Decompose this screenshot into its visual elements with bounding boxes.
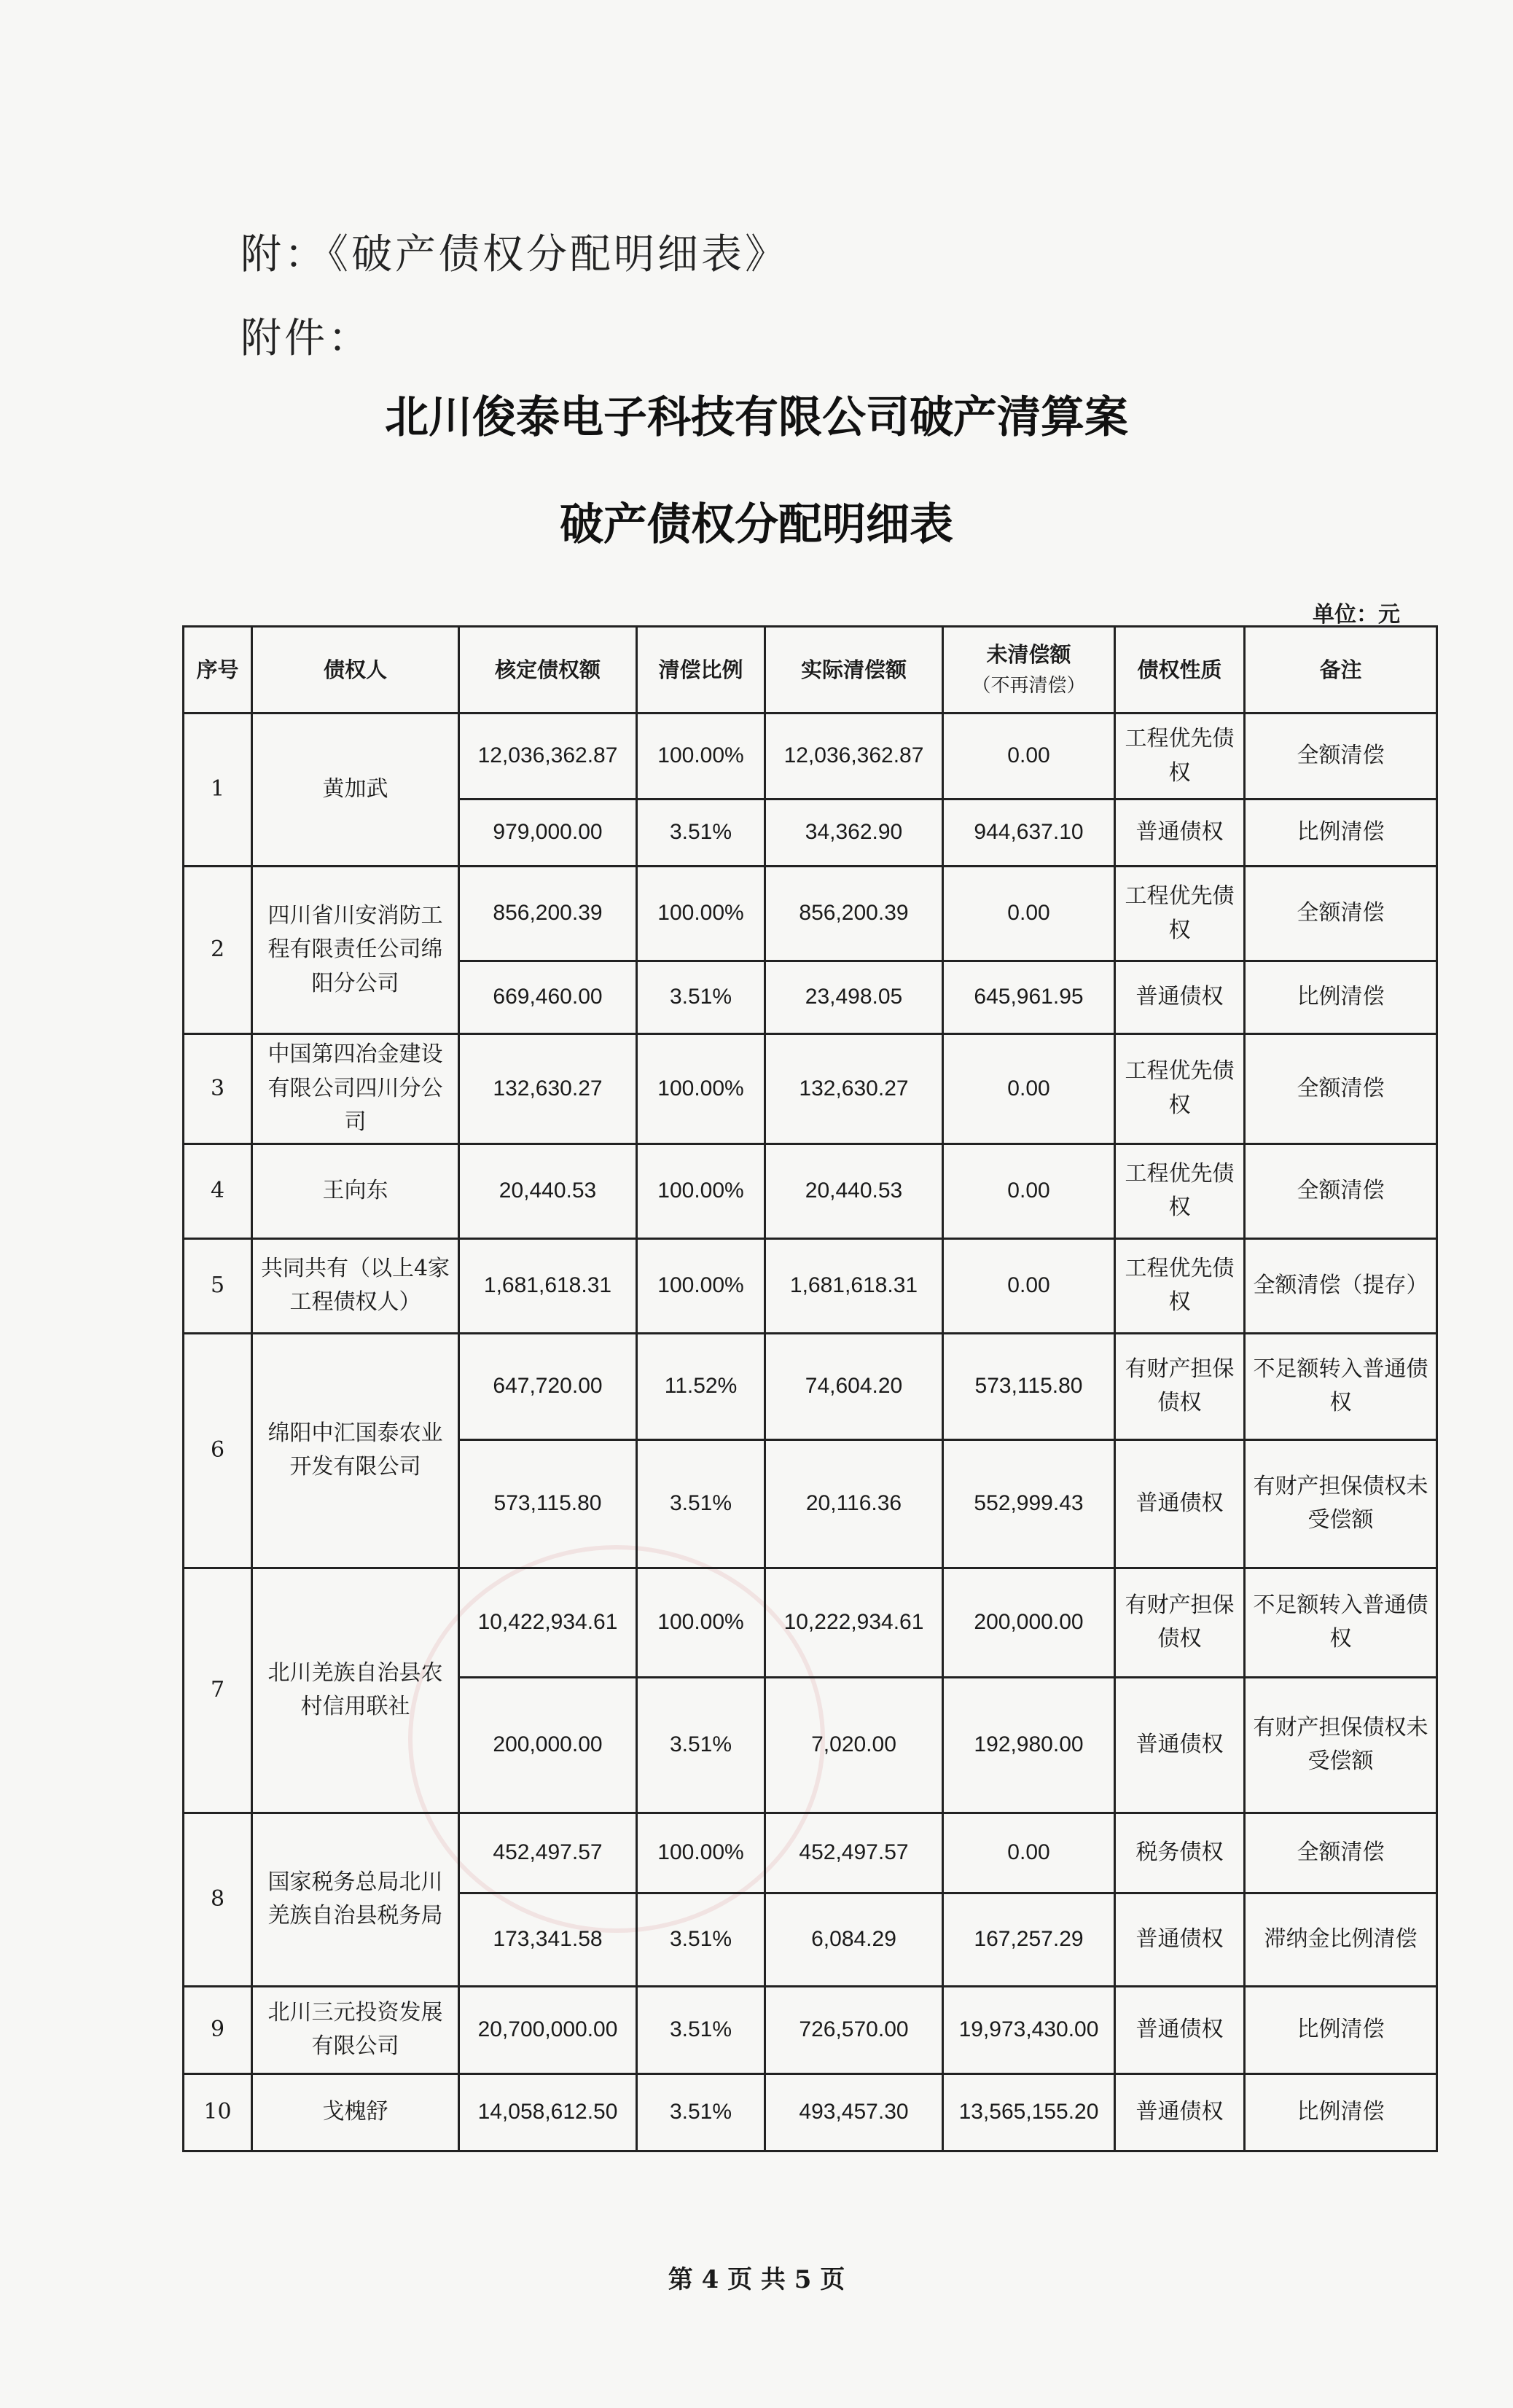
- creditor-cell: 戈槐舒: [252, 2073, 459, 2151]
- header-unpaid: [943, 627, 1115, 714]
- nature-cell: 工程优先债权: [1115, 1144, 1245, 1238]
- approved-cell: 979,000.00: [459, 800, 637, 867]
- seq-cell: 5: [184, 1238, 252, 1333]
- approved-cell: 856,200.39: [459, 867, 637, 961]
- remark-cell: 全额清偿: [1245, 1144, 1437, 1238]
- ratio-cell: 100.00%: [637, 1144, 765, 1238]
- creditor-cell: 四川省川安消防工程有限责任公司绵阳分公司: [252, 867, 459, 1034]
- seq-cell: 2: [184, 867, 252, 1034]
- ratio-cell: 11.52%: [637, 1333, 765, 1439]
- nature-cell: 工程优先债权: [1115, 714, 1245, 800]
- paid-cell: 493,457.30: [765, 2073, 943, 2151]
- creditor-cell: 国家税务总局北川羌族自治县税务局: [252, 1813, 459, 1986]
- ratio-cell: 3.51%: [637, 800, 765, 867]
- unpaid-cell: 573,115.80: [943, 1333, 1115, 1439]
- nature-cell: 普通债权: [1115, 1439, 1245, 1568]
- nature-cell: 有财产担保债权: [1115, 1333, 1245, 1439]
- paid-cell: 452,497.57: [765, 1813, 943, 1893]
- document-title: 北川俊泰电子科技有限公司破产清算案: [385, 392, 1128, 443]
- remark-cell: 有财产担保债权未受偿额: [1245, 1677, 1437, 1813]
- unpaid-cell: 0.00: [943, 1813, 1115, 1893]
- unpaid-cell: 0.00: [943, 714, 1115, 800]
- unpaid-cell: 0.00: [943, 1144, 1115, 1238]
- creditor-cell: 王向东: [252, 1144, 459, 1238]
- unpaid-cell: 192,980.00: [943, 1677, 1115, 1813]
- ratio-cell: 100.00%: [637, 714, 765, 800]
- table-row: [184, 1333, 1437, 1439]
- remark-cell: 滞纳金比例清偿: [1245, 1893, 1437, 1986]
- header-seq: 序号: [184, 627, 252, 714]
- unpaid-cell: 552,999.43: [943, 1439, 1115, 1568]
- header-remark: 备注: [1245, 627, 1437, 714]
- approved-cell: 14,058,612.50: [459, 2073, 637, 2151]
- remark-cell: 全额清偿: [1245, 714, 1437, 800]
- nature-cell: 工程优先债权: [1115, 1034, 1245, 1144]
- seq-cell: 7: [184, 1568, 252, 1813]
- paid-cell: 1,681,618.31: [765, 1238, 943, 1333]
- annex-line: 附：《破产债权分配明细表》: [241, 231, 789, 278]
- table-row: [184, 1238, 1437, 1333]
- paid-cell: 23,498.05: [765, 961, 943, 1034]
- remark-cell: 比例清偿: [1245, 961, 1437, 1034]
- table-row: [184, 1034, 1437, 1144]
- header-paid: 实际清偿额: [765, 627, 943, 714]
- remark-cell: 全额清偿（提存）: [1245, 1238, 1437, 1333]
- nature-cell: 普通债权: [1115, 1893, 1245, 1986]
- seq-cell: 8: [184, 1813, 252, 1986]
- remark-cell: 比例清偿: [1245, 1986, 1437, 2073]
- remark-cell: 全额清偿: [1245, 1034, 1437, 1144]
- header-unpaid-note: （不再清偿）: [971, 675, 1086, 697]
- paid-cell: 20,440.53: [765, 1144, 943, 1238]
- table-row: [184, 714, 1437, 800]
- paid-cell: 74,604.20: [765, 1333, 943, 1439]
- attachment-label: 附件：: [241, 315, 372, 362]
- ratio-cell: 100.00%: [637, 1034, 765, 1144]
- paid-cell: 7,020.00: [765, 1677, 943, 1813]
- paid-cell: 726,570.00: [765, 1986, 943, 2073]
- ratio-cell: 3.51%: [637, 961, 765, 1034]
- creditor-cell: 绵阳中汇国泰农业开发有限公司: [252, 1333, 459, 1568]
- unpaid-cell: 13,565,155.20: [943, 2073, 1115, 2151]
- unpaid-cell: 0.00: [943, 867, 1115, 961]
- creditor-cell: 共同共有（以上4家工程债权人）: [252, 1238, 459, 1333]
- approved-cell: 200,000.00: [459, 1677, 637, 1813]
- nature-cell: 普通债权: [1115, 2073, 1245, 2151]
- remark-cell: 不足额转入普通债权: [1245, 1568, 1437, 1677]
- header-ratio: 清偿比例: [637, 627, 765, 714]
- ratio-cell: 3.51%: [637, 1986, 765, 2073]
- table-body: [184, 714, 1437, 2151]
- approved-cell: 669,460.00: [459, 961, 637, 1034]
- remark-cell: 全额清偿: [1245, 867, 1437, 961]
- paid-cell: 6,084.29: [765, 1893, 943, 1986]
- approved-cell: 1,681,618.31: [459, 1238, 637, 1333]
- ratio-cell: 100.00%: [637, 1238, 765, 1333]
- unpaid-cell: 0.00: [943, 1034, 1115, 1144]
- document-subtitle: 破产债权分配明细表: [560, 499, 953, 550]
- paid-cell: 34,362.90: [765, 800, 943, 867]
- header-nature: 债权性质: [1115, 627, 1245, 714]
- table-row: [184, 1813, 1437, 1893]
- creditor-cell: 黄加武: [252, 714, 459, 867]
- creditor-cell: 中国第四冶金建设有限公司四川分公司: [252, 1034, 459, 1144]
- nature-cell: 普通债权: [1115, 800, 1245, 867]
- paid-cell: 10,222,934.61: [765, 1568, 943, 1677]
- ratio-cell: 100.00%: [637, 1813, 765, 1893]
- page-number: 第 4 页 共 5 页: [668, 2265, 845, 2294]
- remark-cell: 比例清偿: [1245, 2073, 1437, 2151]
- ratio-cell: 3.51%: [637, 1893, 765, 1986]
- nature-cell: 有财产担保债权: [1115, 1568, 1245, 1677]
- approved-cell: 173,341.58: [459, 1893, 637, 1986]
- remark-cell: 全额清偿: [1245, 1813, 1437, 1893]
- nature-cell: 税务债权: [1115, 1813, 1245, 1893]
- unpaid-cell: 167,257.29: [943, 1893, 1115, 1986]
- creditor-cell: 北川羌族自治县农村信用联社: [252, 1568, 459, 1813]
- creditor-cell: 北川三元投资发展有限公司: [252, 1986, 459, 2073]
- seq-cell: 4: [184, 1144, 252, 1238]
- header-creditor: 债权人: [252, 627, 459, 714]
- approved-cell: 573,115.80: [459, 1439, 637, 1568]
- nature-cell: 工程优先债权: [1115, 867, 1245, 961]
- remark-cell: 比例清偿: [1245, 800, 1437, 867]
- table-header-row: [184, 627, 1437, 714]
- table-row: [184, 2073, 1437, 2151]
- ratio-cell: 100.00%: [637, 867, 765, 961]
- distribution-table: [182, 625, 1438, 2152]
- remark-cell: 不足额转入普通债权: [1245, 1333, 1437, 1439]
- approved-cell: 12,036,362.87: [459, 714, 637, 800]
- unpaid-cell: 645,961.95: [943, 961, 1115, 1034]
- paid-cell: 12,036,362.87: [765, 714, 943, 800]
- nature-cell: 普通债权: [1115, 961, 1245, 1034]
- ratio-cell: 3.51%: [637, 2073, 765, 2151]
- table-row: [184, 1568, 1437, 1677]
- table-row: [184, 867, 1437, 961]
- ratio-cell: 3.51%: [637, 1677, 765, 1813]
- seq-cell: 3: [184, 1034, 252, 1144]
- seq-cell: 1: [184, 714, 252, 867]
- unit-label: 单位：元: [1313, 602, 1400, 628]
- approved-cell: 20,440.53: [459, 1144, 637, 1238]
- remark-cell: 有财产担保债权未受偿额: [1245, 1439, 1437, 1568]
- nature-cell: 普通债权: [1115, 1986, 1245, 2073]
- header-unpaid-label: 未清偿额: [986, 642, 1071, 668]
- seq-cell: 6: [184, 1333, 252, 1568]
- nature-cell: 工程优先债权: [1115, 1238, 1245, 1333]
- approved-cell: 20,700,000.00: [459, 1986, 637, 2073]
- approved-cell: 452,497.57: [459, 1813, 637, 1893]
- table-row: [184, 1986, 1437, 2073]
- approved-cell: 647,720.00: [459, 1333, 637, 1439]
- seq-cell: 10: [184, 2073, 252, 2151]
- paid-cell: 856,200.39: [765, 867, 943, 961]
- paid-cell: 20,116.36: [765, 1439, 943, 1568]
- table-row: [184, 1144, 1437, 1238]
- unpaid-cell: 0.00: [943, 1238, 1115, 1333]
- seq-cell: 9: [184, 1986, 252, 2073]
- approved-cell: 132,630.27: [459, 1034, 637, 1144]
- nature-cell: 普通债权: [1115, 1677, 1245, 1813]
- approved-cell: 10,422,934.61: [459, 1568, 637, 1677]
- unpaid-cell: 944,637.10: [943, 800, 1115, 867]
- ratio-cell: 100.00%: [637, 1568, 765, 1677]
- ratio-cell: 3.51%: [637, 1439, 765, 1568]
- header-approved: 核定债权额: [459, 627, 637, 714]
- paid-cell: 132,630.27: [765, 1034, 943, 1144]
- unpaid-cell: 200,000.00: [943, 1568, 1115, 1677]
- unpaid-cell: 19,973,430.00: [943, 1986, 1115, 2073]
